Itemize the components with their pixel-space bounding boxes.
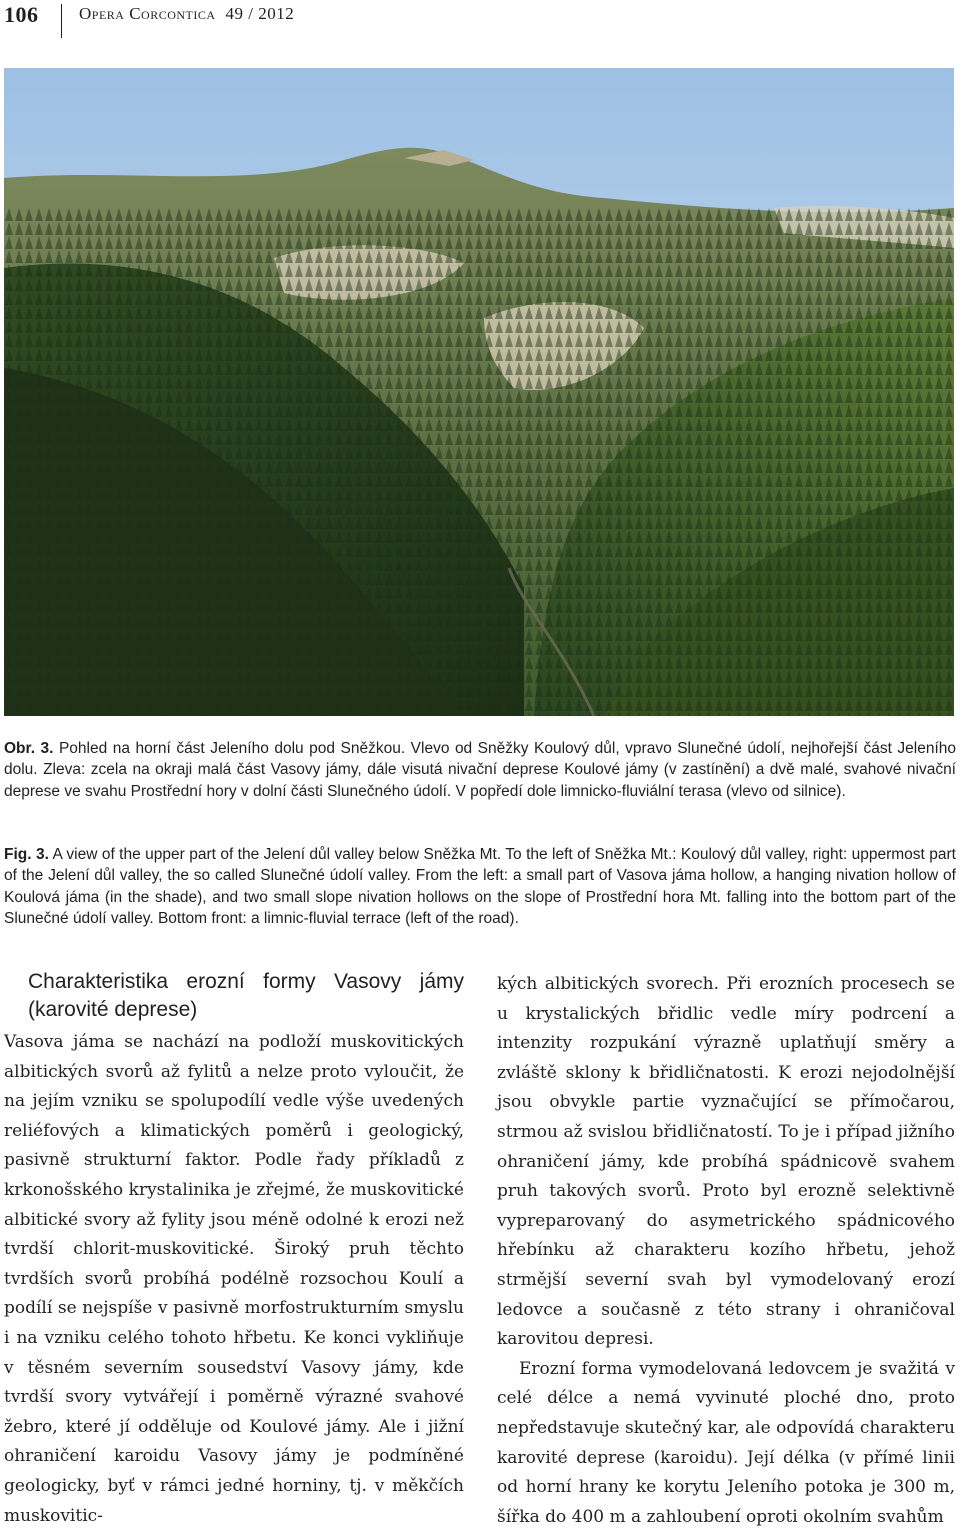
body-paragraph: kých albitických svorech. Při erozních procesech se u krystalických břidlic vedle míry podrcení a intenzity rozpukání výrazně uplatňují směry a zvláště sklony k břidličnatosti. K erozi nejodolnější jsou obvykle partie vyznačující se přímočarou, strmou až svislou břidličnatostí. To je i případ jižního ohraničení jámy, kde probíhá spádnicově svahem pruh takových svorů. Proto byl erozně selektivně vypreparovaný do asymetrického spádnicového hřebínku až charakteru kozího hřbetu, jehož strmější severní svah byl vymodelovaný erozí ledovce a současně z této strany i ohraničoval karovitou depresi.	[497, 974, 955, 1350]
caption-english-label: Fig. 3.	[4, 846, 49, 863]
caption-english-text: A view of the upper part of the Jelení důl valley below Sněžka Mt. To the left of Sněžka Mt.: Koulový důl valley, right: uppermost part of the Jelení důl valley, the so called Slunečné údolí valley. From the left: a small part of Vasova jáma hollow, a hanging nivation hollow of Koulová jáma (in the shade), and two small slope nivation hollows on the slope of Prostřední hora Mt. falling into the bottom part of the Slunečné údolí valley. Bottom front: a limnic-fluvial terrace (left of the road).	[4, 846, 956, 928]
page-header	[0, 0, 960, 44]
section-heading: Charakteristika erozní formy Vasovy jámy (karovité deprese)	[28, 970, 464, 1021]
caption-czech-text: Pohled na horní část Jeleního dolu pod Sněžkou. Vlevo od Sněžky Koulový důl, vpravo Slunečné údolí, nejhořejší část Jeleního dolu. Zleva: zcela na okraji malá část Vasovy jámy, dále visutá nivační deprese Koulové jámy (v zastínění) a dvě malé, svahové nivační deprese ve svahu Prostřední hory v dolní části Slunečného údolí. V popředí dole limnicko-fluviální terasa (vlevo od silnice).	[4, 740, 956, 800]
body-column-left	[4, 968, 464, 1531]
journal-name: Opera Corcontica	[79, 4, 216, 23]
body-paragraph: Erozní forma vymodelovaná ledovcem je svažitá v celé délce a nemá vyvinuté ploché dno, proto nepředstavuje skutečný kar, ale odpovídá charakteru karovité deprese (karoidu). Její délka (v přímé linii od horní hrany ke korytu Jeleního potoka je 300 m, šířka do 400 m a zahloubení oproti okolním svahům	[497, 1358, 955, 1527]
header-divider	[61, 4, 62, 38]
page-number: 106	[4, 2, 39, 27]
caption-czech-label: Obr. 3.	[4, 740, 54, 757]
journal-issue: 49 / 2012	[225, 4, 295, 23]
caption-english	[4, 844, 956, 930]
figure-photo	[4, 68, 954, 716]
caption-czech	[4, 738, 956, 802]
journal-title	[79, 4, 294, 24]
mountain-landscape-photo-icon	[4, 68, 954, 716]
body-column-right	[497, 970, 955, 1532]
body-paragraph: Vasova jáma se nachází na podloží muskovitických albitických svorů až fylitů a nelze proto vyloučit, že na jejím vzniku se spolupodílí vedle výše uvedených reliéfových a klimatických poměrů i geologický, pasivně strukturní faktor. Podle řady příkladů z krkonošského krystalinika je zřejmé, že muskovitické albitické svory až fylity jsou méně odolné k erozi než tvrdší chlorit-muskovitické. Široký pruh těchto tvrdších svorů probíhá podélně rozsochou Koulí a podílí se nejspíše v pasivně morfostrukturním smyslu i na vzniku celého tohoto hřbetu. Ke konci vykliňuje v těsném severním sousedství Vasovy jámy, kde tvrdší svory vytvářejí i poměrně výrazné svahové žebro, které jí odděluje od Koulové jámy. Ale i jižní ohraničení karoidu Vasovy jámy je podmíněné geologicky, byť v rámci jedné horniny, tj. v měkčích muskovitic-	[4, 1032, 464, 1526]
